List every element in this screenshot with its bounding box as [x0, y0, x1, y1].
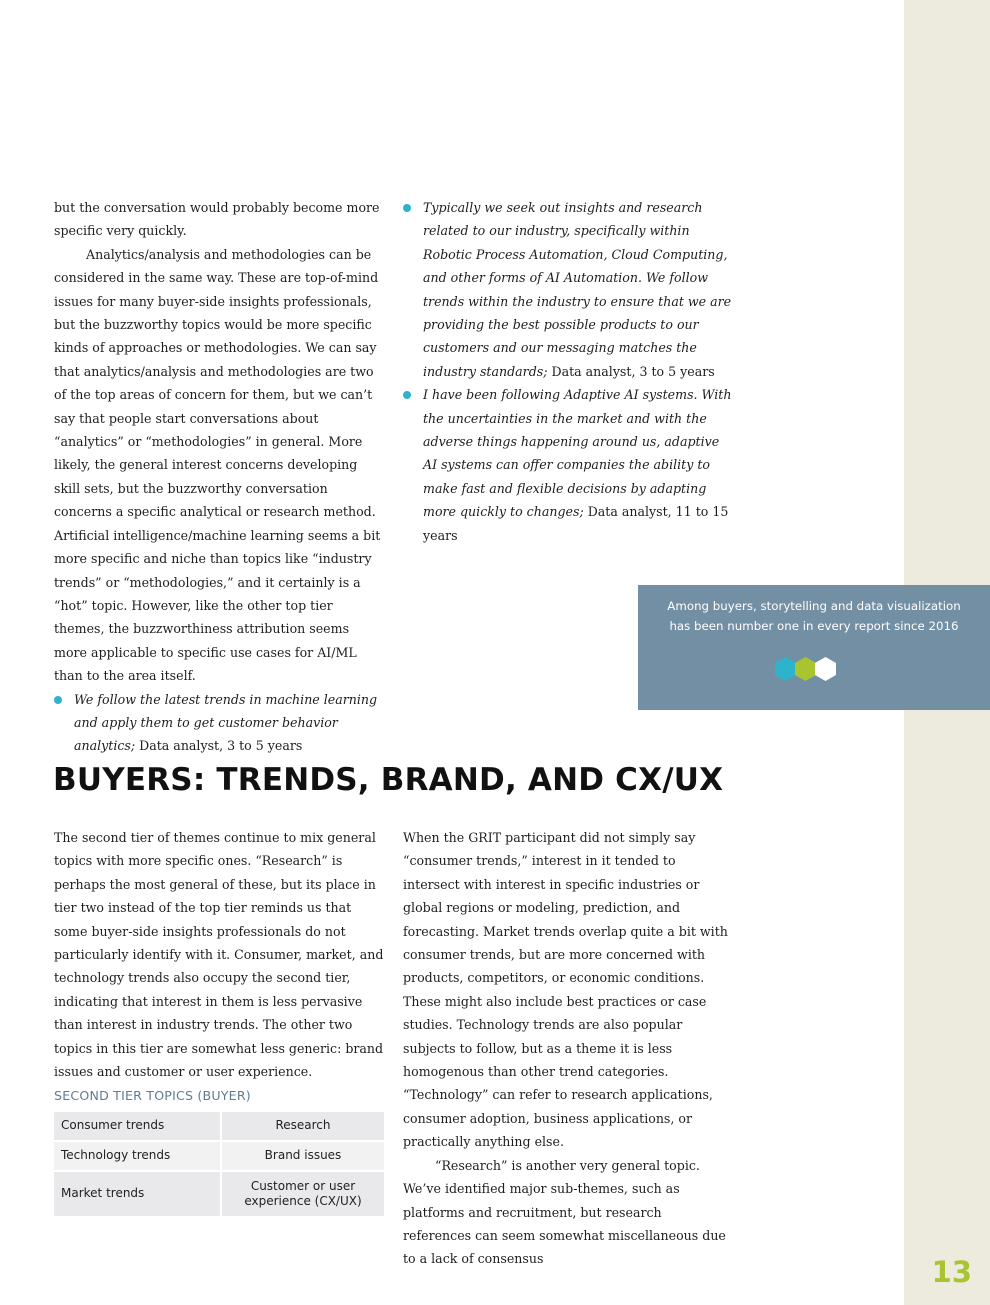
hexagon-green-icon	[795, 657, 816, 681]
quote-list	[403, 196, 733, 547]
table-cell: Brand issues	[220, 1142, 384, 1172]
quote-attribution: Data analyst, 11 to 15 years	[423, 504, 729, 543]
bullet-icon	[403, 204, 411, 212]
hexagon-icons	[774, 657, 838, 681]
bottom-left-column	[54, 826, 386, 1218]
paragraph: Artificial intelligence/machine learning seems a bit more specific and niche than topics like “industry trends” or “methodologies,” and it certainly is a “hot” topic. However, like the other top tier themes, the buzzworthiness attribution seems more applicable to specific use cases for AI/ML than to the area itself.	[54, 527, 381, 684]
quote-item	[54, 688, 386, 758]
paragraph: Analytics/analysis and methodologies can be considered in the same way. These are top-of-mind issues for many buyer-side insights professionals, but the buzzworthy topics would be more specific kinds of approaches or methodologies. We can say that analytics/analysis and methodologies are two of the top areas of concern for them, but we can’t say that people start conversations about “analytics” or “methodologies” in general. More likely, the general interest concerns developing skill sets, but the buzzworthy conversation concerns a specific analytical or research method.	[54, 246, 379, 520]
table-cell: Consumer trends	[54, 1112, 220, 1142]
page-number: 13	[931, 1255, 972, 1289]
hexagon-white-icon	[815, 657, 836, 681]
bottom-right-column	[403, 826, 733, 1271]
quote-list	[54, 688, 386, 758]
quote-text: I have been following Adaptive AI systems. With the uncertainties in the market and with the adverse things happening around us, adaptive AI systems can offer companies the ability to make fast and flexible decisions by adapting more quickly to changes;	[423, 387, 732, 520]
quote-item	[403, 196, 733, 383]
table-cell: Research	[220, 1112, 384, 1142]
bullet-icon	[403, 391, 411, 399]
table-title: SECOND TIER TOPICS (BUYER)	[54, 1088, 251, 1104]
paragraph: but the conversation would probably become more specific very quickly.	[54, 200, 380, 239]
table-row	[54, 1112, 384, 1142]
quote-attribution: Data analyst, 3 to 5 years	[135, 738, 303, 754]
paragraph: “Research” is another very general topic. We’ve identified major sub-themes, such as platforms and recruitment, but research references can seem somewhat miscellaneous due to a lack of consensus	[403, 1157, 726, 1267]
quote-item	[403, 383, 733, 547]
table-row	[54, 1172, 384, 1218]
quote-text: Typically we seek out insights and research related to our industry, specifically within Robotic Process Automation, Cloud Computing, and other forms of AI Automation. We follow trends within the industry to ensure that we are providing the best possible products to our customers and our messaging matches the industry standards;	[423, 200, 732, 379]
top-left-column	[54, 196, 386, 758]
quote-text: We follow the latest trends in machine learning and apply them to get customer behavior analytics;	[74, 691, 378, 754]
callout-text: Among buyers, storytelling and data visualization has been number one in every report since 2016	[667, 599, 961, 633]
bullet-icon	[54, 696, 62, 704]
hexagon-cyan-icon	[775, 657, 796, 681]
second-tier-topics-table	[54, 1112, 384, 1218]
table-row	[54, 1142, 384, 1172]
paragraph: When the GRIT participant did not simply say “consumer trends,” interest in it tended to intersect with interest in specific industries or global regions or modeling, prediction, and forecasting. Market trends overlap quite a bit with consumer trends, but are more concerned with products, competitors, or economic conditions. These might also include best practices or case studies. Technology trends are also popular subjects to follow, but as a theme it is less homogenous than other trend categories. “Technology” can refer to research applications, consumer adoption, business applications, or practically anything else.	[403, 830, 728, 1150]
quote-attribution: Data analyst, 3 to 5 years	[547, 363, 715, 379]
section-heading: BUYERS: TRENDS, BRAND, AND CX/UX	[53, 762, 724, 798]
paragraph: The second tier of themes continue to mix general topics with more specific ones. “Research” is perhaps the most general of these, but its place in tier two instead of the top tier reminds us that some buyer-side insights professionals do not particularly identify with it. Consumer, market, and technology trends also occupy the second tier, indicating that interest in them is less pervasive than interest in industry trends. The other two topics in this tier are somewhat less generic: brand issues and customer or user experience.	[54, 830, 384, 1080]
top-right-column	[403, 196, 733, 547]
table-cell: Customer or user experience (CX/UX)	[220, 1172, 384, 1218]
table-cell: Technology trends	[54, 1142, 220, 1172]
callout-box	[638, 585, 990, 710]
table-cell: Market trends	[54, 1172, 220, 1218]
